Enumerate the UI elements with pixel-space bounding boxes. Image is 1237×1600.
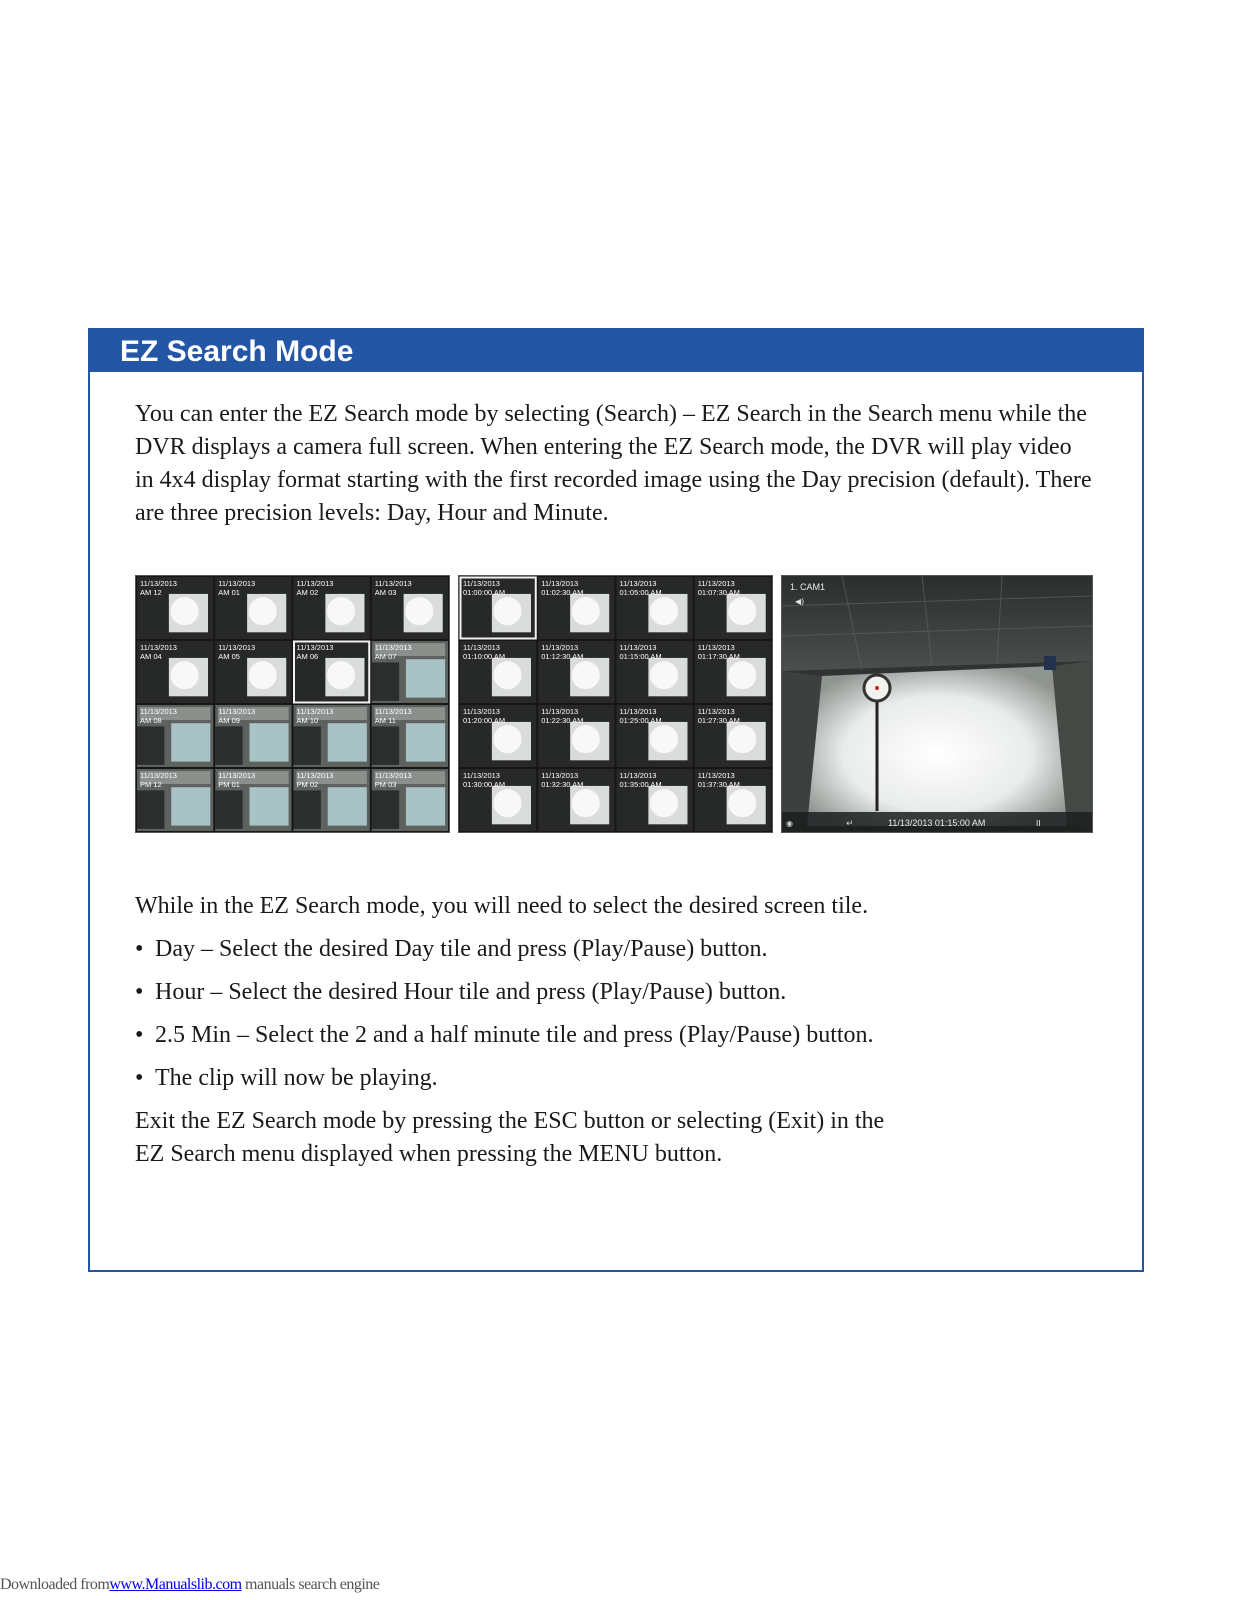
tile-time: AM 08: [140, 716, 162, 725]
instructions: [135, 890, 1095, 1181]
manualslib-link[interactable]: www.Manualslib.com: [109, 1576, 242, 1593]
list-item: • Hour – Select the desired Hour tile and press (Play/Pause) button.: [135, 976, 1095, 1009]
tile-time: 01:27:30 AM: [697, 716, 740, 725]
download-footer: [0, 1576, 379, 1594]
tile-time: 01:35:00 AM: [619, 780, 662, 789]
tile-date: 11/13/2013: [619, 707, 657, 716]
video-tile: [372, 641, 448, 703]
intro-paragraph: You can enter the EZ Search mode by selecting (Search) – EZ Search in the Search menu while the DVR displays a camera full screen. When entering the EZ Search mode, the DVR will play video in 4x4 display format starting with the first recorded image using the Day precision (default). There are three precision levels: Day, Hour and Minute.: [135, 401, 1092, 526]
video-tile: [460, 641, 536, 703]
video-tile: [372, 577, 448, 639]
day-grid-screenshot: [135, 575, 450, 833]
list-item: • The clip will now be playing.: [135, 1062, 1095, 1095]
tile-date: 11/13/2013: [541, 579, 579, 588]
video-tile: [460, 705, 536, 767]
video-tile: [538, 641, 614, 703]
tile-time: AM 10: [296, 716, 319, 725]
bullet-icon: •: [135, 979, 144, 1005]
tile-time: 01:30:00 AM: [463, 780, 506, 789]
tile-date: 11/13/2013: [218, 707, 256, 716]
video-tile: [137, 705, 213, 767]
tile-time: 01:37:30 AM: [697, 780, 740, 789]
tile-date: 11/13/2013: [541, 643, 579, 652]
camera-label: 1. CAM1: [790, 582, 826, 592]
exit-paragraph: Exit the EZ Search mode by pressing the ESC button or selecting (Exit) in the EZ Search menu displayed when pressing the MENU button.: [135, 1108, 885, 1167]
video-tile: [294, 641, 370, 703]
video-tile: [137, 769, 213, 831]
tile-time: AM 07: [374, 652, 397, 661]
tile-date: 11/13/2013: [296, 707, 334, 716]
tile-date: 11/13/2013: [619, 771, 657, 780]
tile-date: 11/13/2013: [697, 707, 735, 716]
tile-date: 11/13/2013: [463, 643, 500, 652]
tile-time: 01:17:30 AM: [697, 652, 740, 661]
video-tile: [460, 577, 536, 639]
tile-date: 11/13/2013: [619, 579, 657, 588]
video-tile: [617, 577, 693, 639]
video-tile: [617, 705, 693, 767]
video-tile: [538, 577, 614, 639]
bullet-icon: •: [135, 1065, 144, 1091]
video-tile: [372, 705, 448, 767]
minute-grid-screenshot: [458, 575, 773, 833]
minute-grid-image: [459, 576, 772, 832]
tile-time: 01:10:00 AM: [463, 652, 506, 661]
tile-time: 01:25:00 AM: [619, 716, 662, 725]
footer-prefix: Downloaded from: [0, 1576, 110, 1593]
tile-time: 01:02:30 AM: [541, 588, 584, 597]
bullet-icon: •: [135, 936, 144, 962]
video-tile: [215, 705, 291, 767]
pause-icon: II: [1036, 819, 1041, 828]
video-tile: [372, 769, 448, 831]
tile-date: 11/13/2013: [296, 643, 334, 652]
video-tile: [215, 769, 291, 831]
tile-time: AM 06: [296, 652, 319, 661]
tile-date: 11/13/2013: [374, 707, 412, 716]
tile-time: 01:32:30 AM: [541, 780, 584, 789]
full-screen-image: [782, 576, 1092, 832]
tile-date: 11/13/2013: [697, 579, 735, 588]
video-tile: [617, 769, 693, 831]
tile-date: 11/13/2013: [218, 643, 256, 652]
tile-time: AM 09: [218, 716, 240, 725]
tile-date: 11/13/2013: [140, 579, 177, 588]
tile-time: 01:00:00 AM: [463, 588, 506, 597]
ez-search-section: [88, 328, 1144, 1272]
video-tile: [460, 769, 536, 831]
video-tile: [695, 705, 771, 767]
video-tile: [215, 577, 291, 639]
day-grid-image: [136, 576, 449, 832]
tile-time: AM 02: [296, 588, 319, 597]
list-item: • 2.5 Min – Select the 2 and a half minute tile and press (Play/Pause) button.: [135, 1019, 1095, 1052]
video-tile: [294, 705, 370, 767]
video-tile: [695, 641, 771, 703]
tile-time: 01:07:30 AM: [697, 588, 740, 597]
tile-date: 11/13/2013: [140, 771, 177, 780]
tile-date: 11/13/2013: [697, 643, 735, 652]
tile-date: 11/13/2013: [296, 579, 334, 588]
tile-date: 11/13/2013: [218, 579, 256, 588]
video-tile: [137, 641, 213, 703]
tile-time: AM 03: [374, 588, 397, 597]
tile-date: 11/13/2013: [296, 771, 334, 780]
instructions-lead: While in the EZ Search mode, you will need to select the desired screen tile.: [135, 893, 869, 919]
full-screen-screenshot: [781, 575, 1093, 833]
tile-date: 11/13/2013: [541, 707, 579, 716]
tile-date: 11/13/2013: [541, 771, 579, 780]
tile-time: PM 01: [218, 780, 240, 789]
tile-time: AM 12: [140, 588, 162, 597]
tile-date: 11/13/2013: [140, 707, 177, 716]
tile-date: 11/13/2013: [463, 579, 500, 588]
tile-time: AM 01: [218, 588, 240, 597]
video-tile: [294, 577, 370, 639]
video-tile: [695, 769, 771, 831]
list-item: • Day – Select the desired Day tile and press (Play/Pause) button.: [135, 933, 1095, 966]
video-tile: [617, 641, 693, 703]
tile-time: 01:05:00 AM: [619, 588, 662, 597]
tile-time: 01:12:30 AM: [541, 652, 584, 661]
tile-time: 01:15:00 AM: [619, 652, 662, 661]
tile-date: 11/13/2013: [140, 643, 177, 652]
video-tile: [538, 769, 614, 831]
bullet-icon: •: [135, 1022, 144, 1048]
screenshot-strip: [135, 575, 1095, 833]
tile-date: 11/13/2013: [463, 771, 500, 780]
tile-time: PM 12: [140, 780, 162, 789]
video-tile: [538, 705, 614, 767]
tile-date: 11/13/2013: [374, 643, 412, 652]
instruction-list: [135, 933, 1095, 1095]
tile-time: 01:20:00 AM: [463, 716, 506, 725]
camera-icon: ◉: [786, 819, 793, 828]
tile-time: AM 04: [140, 652, 162, 661]
tile-date: 11/13/2013: [619, 643, 657, 652]
tile-date: 11/13/2013: [463, 707, 500, 716]
section-title: EZ Search Mode: [90, 330, 1142, 372]
tile-date: 11/13/2013: [374, 579, 412, 588]
video-tile: [215, 641, 291, 703]
tile-time: AM 11: [374, 716, 396, 725]
video-tile: [137, 577, 213, 639]
tile-time: PM 03: [374, 780, 397, 789]
video-tile: [294, 769, 370, 831]
tile-date: 11/13/2013: [374, 771, 412, 780]
video-tile: [695, 577, 771, 639]
footer-suffix: manuals search engine: [241, 1576, 380, 1593]
tile-time: PM 02: [296, 780, 319, 789]
tile-time: AM 05: [218, 652, 240, 661]
playback-timestamp: 11/13/2013 01:15:00 AM: [888, 818, 986, 828]
tile-date: 11/13/2013: [218, 771, 256, 780]
return-icon: ↵: [846, 819, 854, 829]
tile-time: 01:22:30 AM: [541, 716, 584, 725]
audio-icon: ◀): [795, 597, 805, 606]
tile-date: 11/13/2013: [697, 771, 735, 780]
